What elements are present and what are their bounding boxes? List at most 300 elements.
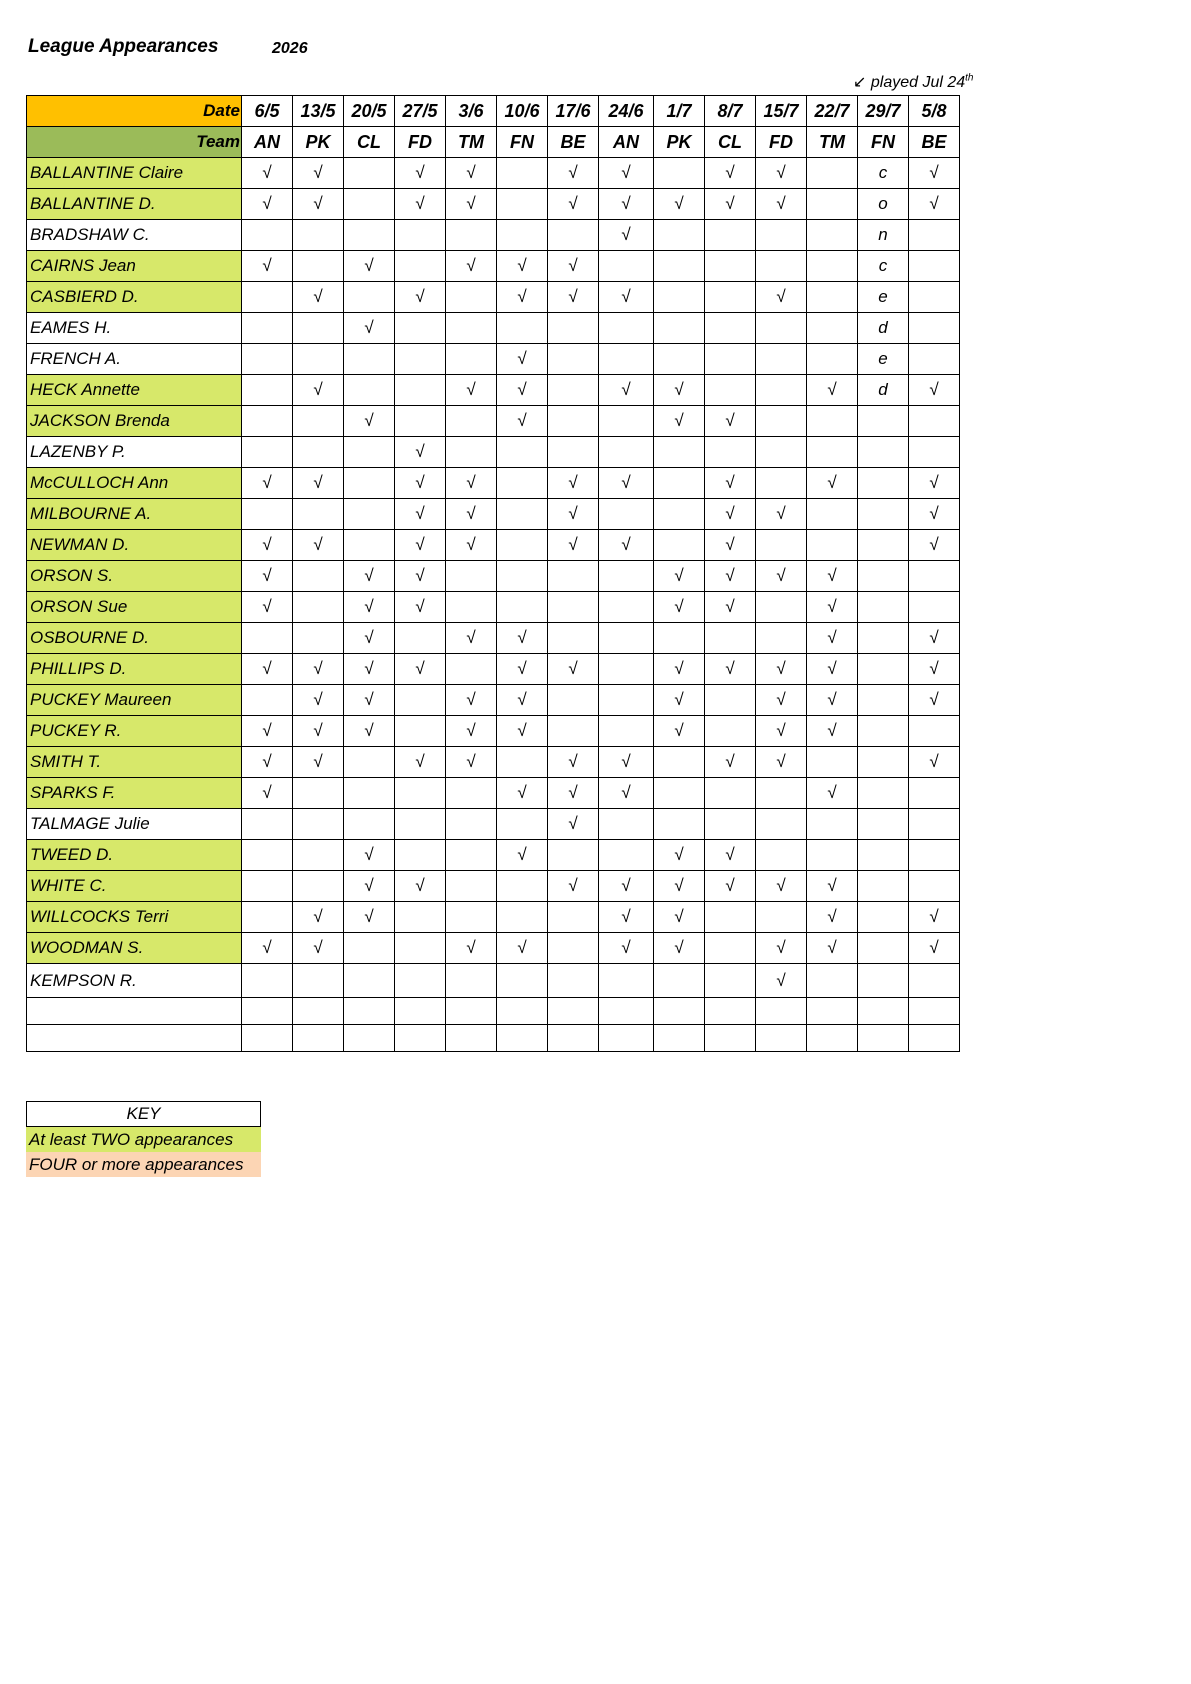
player-row xyxy=(27,406,960,437)
appearance-cell: √ xyxy=(395,530,446,561)
appearance-cell xyxy=(497,158,548,189)
blank-cell xyxy=(293,998,344,1025)
appearance-cell: √ xyxy=(654,933,705,964)
appearance-cell xyxy=(858,437,909,468)
player-name: FRENCH A. xyxy=(27,344,242,375)
appearance-cell: √ xyxy=(395,747,446,778)
date-header-cell: 24/6 xyxy=(599,96,654,127)
appearance-cell xyxy=(446,313,497,344)
appearance-cell: √ xyxy=(497,654,548,685)
appearance-cell xyxy=(654,468,705,499)
appearance-cell xyxy=(446,840,497,871)
appearance-cell xyxy=(395,344,446,375)
appearance-cell: √ xyxy=(654,840,705,871)
appearance-cell: √ xyxy=(705,561,756,592)
appearance-cell: √ xyxy=(497,778,548,809)
appearance-cell xyxy=(858,809,909,840)
appearance-cell xyxy=(293,778,344,809)
appearance-cell xyxy=(756,809,807,840)
appearance-cell xyxy=(858,747,909,778)
appearance-cell xyxy=(909,282,960,313)
appearance-cell: √ xyxy=(909,902,960,933)
appearance-cell: √ xyxy=(446,933,497,964)
appearance-cell: √ xyxy=(293,654,344,685)
appearance-cell xyxy=(858,654,909,685)
player-name: WHITE C. xyxy=(27,871,242,902)
appearance-cell: √ xyxy=(293,189,344,220)
appearance-cell: √ xyxy=(548,282,599,313)
appearance-cell: √ xyxy=(756,654,807,685)
appearance-cell xyxy=(242,623,293,654)
appearance-cell xyxy=(293,623,344,654)
appearance-cell: √ xyxy=(807,468,858,499)
appearance-cell xyxy=(705,809,756,840)
blank-cell xyxy=(705,998,756,1025)
player-name: PHILLIPS D. xyxy=(27,654,242,685)
appearance-cell xyxy=(599,623,654,654)
blank-cell xyxy=(858,998,909,1025)
appearance-cell xyxy=(599,344,654,375)
player-name: SPARKS F. xyxy=(27,778,242,809)
appearance-cell: √ xyxy=(446,499,497,530)
appearance-cell: √ xyxy=(548,158,599,189)
key-orange-entry: FOUR or more appearances xyxy=(26,1152,261,1177)
appearance-cell xyxy=(293,437,344,468)
appearance-cell xyxy=(446,654,497,685)
appearance-cell xyxy=(344,344,395,375)
appearance-cell xyxy=(909,778,960,809)
appearance-cell xyxy=(858,964,909,998)
appearance-cell xyxy=(446,344,497,375)
appearance-cell: √ xyxy=(395,592,446,623)
team-header-cell: BE xyxy=(909,127,960,158)
appearance-cell: √ xyxy=(497,685,548,716)
appearance-cell xyxy=(654,437,705,468)
appearance-cell: √ xyxy=(293,902,344,933)
appearance-cell xyxy=(756,406,807,437)
appearance-cell xyxy=(242,437,293,468)
appearance-cell: √ xyxy=(242,530,293,561)
appearance-cell: √ xyxy=(344,592,395,623)
date-header-cell: 6/5 xyxy=(242,96,293,127)
appearance-cell xyxy=(395,623,446,654)
appearance-cell: √ xyxy=(497,933,548,964)
blank-cell xyxy=(293,1025,344,1052)
date-header-cell: 10/6 xyxy=(497,96,548,127)
team-header-cell: TM xyxy=(446,127,497,158)
appearance-cell xyxy=(344,778,395,809)
appearance-cell: √ xyxy=(807,933,858,964)
appearance-cell xyxy=(344,375,395,406)
appearance-cell xyxy=(599,654,654,685)
appearance-cell: √ xyxy=(497,716,548,747)
appearance-cell: √ xyxy=(293,468,344,499)
appearance-cell xyxy=(599,313,654,344)
player-row xyxy=(27,189,960,220)
appearance-cell: √ xyxy=(242,468,293,499)
player-row xyxy=(27,344,960,375)
appearance-cell: √ xyxy=(446,747,497,778)
played-note-sup: th xyxy=(965,72,974,84)
appearance-cell: e xyxy=(858,282,909,313)
appearance-cell xyxy=(705,251,756,282)
appearance-cell xyxy=(293,561,344,592)
blank-cell xyxy=(858,1025,909,1052)
appearance-cell: √ xyxy=(446,685,497,716)
appearance-cell xyxy=(293,220,344,251)
appearance-cell xyxy=(705,437,756,468)
team-header-cell: FN xyxy=(858,127,909,158)
player-row xyxy=(27,561,960,592)
appearance-cell: √ xyxy=(807,902,858,933)
blank-cell xyxy=(599,998,654,1025)
appearance-cell xyxy=(395,251,446,282)
appearance-cell xyxy=(395,933,446,964)
appearance-cell xyxy=(909,592,960,623)
appearance-cell xyxy=(858,468,909,499)
appearance-cell xyxy=(654,623,705,654)
appearance-cell: √ xyxy=(395,437,446,468)
appearance-cell xyxy=(293,499,344,530)
appearance-cell xyxy=(242,685,293,716)
appearance-cell: √ xyxy=(446,623,497,654)
appearance-cell xyxy=(395,716,446,747)
appearance-cell: √ xyxy=(599,220,654,251)
blank-cell xyxy=(497,998,548,1025)
appearance-cell: √ xyxy=(807,654,858,685)
appearance-cell: √ xyxy=(497,406,548,437)
appearance-cell xyxy=(858,778,909,809)
appearance-cell: √ xyxy=(909,189,960,220)
appearance-cell xyxy=(497,592,548,623)
player-row xyxy=(27,685,960,716)
appearance-cell: n xyxy=(858,220,909,251)
appearance-cell: √ xyxy=(705,468,756,499)
appearance-cell xyxy=(395,809,446,840)
player-row xyxy=(27,809,960,840)
appearance-cell xyxy=(599,561,654,592)
appearance-cell: √ xyxy=(756,933,807,964)
appearance-cell xyxy=(705,375,756,406)
appearance-cell xyxy=(242,499,293,530)
appearance-cell: √ xyxy=(909,530,960,561)
player-name: KEMPSON R. xyxy=(27,964,242,998)
appearance-cell: √ xyxy=(756,499,807,530)
appearance-cell xyxy=(395,902,446,933)
player-name: BRADSHAW C. xyxy=(27,220,242,251)
appearance-cell xyxy=(599,251,654,282)
appearance-cell: √ xyxy=(756,964,807,998)
team-label: Team xyxy=(27,127,242,158)
appearance-cell xyxy=(548,840,599,871)
appearance-cell: √ xyxy=(909,375,960,406)
appearance-cell xyxy=(807,313,858,344)
appearance-cell xyxy=(344,964,395,998)
appearance-cell xyxy=(242,871,293,902)
appearance-cell xyxy=(807,344,858,375)
appearance-cell xyxy=(654,282,705,313)
appearance-cell xyxy=(909,251,960,282)
appearance-cell xyxy=(293,592,344,623)
player-row xyxy=(27,592,960,623)
appearance-cell: √ xyxy=(705,840,756,871)
appearance-cell xyxy=(497,220,548,251)
appearance-cell xyxy=(395,220,446,251)
appearance-cell: √ xyxy=(293,716,344,747)
appearance-cell xyxy=(858,561,909,592)
blank-cell xyxy=(497,1025,548,1052)
appearance-cell xyxy=(293,406,344,437)
player-name: ORSON Sue xyxy=(27,592,242,623)
appearance-cell xyxy=(909,871,960,902)
appearance-cell xyxy=(705,220,756,251)
appearance-cell xyxy=(548,344,599,375)
appearance-cell xyxy=(446,220,497,251)
appearance-cell xyxy=(548,685,599,716)
appearance-cell xyxy=(756,592,807,623)
appearance-cell: √ xyxy=(242,933,293,964)
appearance-cell xyxy=(344,747,395,778)
appearance-cell xyxy=(909,406,960,437)
appearance-cell: c xyxy=(858,158,909,189)
appearance-cell xyxy=(807,282,858,313)
appearance-cell: √ xyxy=(548,468,599,499)
appearance-cell xyxy=(548,964,599,998)
appearance-cell xyxy=(293,840,344,871)
appearance-cell xyxy=(858,499,909,530)
played-note-text: played Jul 24 xyxy=(870,74,966,91)
appearance-cell: √ xyxy=(705,871,756,902)
player-row xyxy=(27,623,960,654)
player-name: BALLANTINE D. xyxy=(27,189,242,220)
player-row xyxy=(27,158,960,189)
appearance-cell: √ xyxy=(705,747,756,778)
appearance-cell xyxy=(654,251,705,282)
appearance-cell xyxy=(395,375,446,406)
appearance-cell: √ xyxy=(599,871,654,902)
blank-cell xyxy=(807,998,858,1025)
appearance-cell xyxy=(446,437,497,468)
appearance-cell: √ xyxy=(705,189,756,220)
appearance-cell xyxy=(344,158,395,189)
blank-cell xyxy=(548,998,599,1025)
appearance-cell: √ xyxy=(756,716,807,747)
appearance-cell xyxy=(654,964,705,998)
appearance-cell xyxy=(548,561,599,592)
appearance-cell: √ xyxy=(909,499,960,530)
appearance-cell xyxy=(909,437,960,468)
date-header-cell: 5/8 xyxy=(909,96,960,127)
appearance-cell xyxy=(599,499,654,530)
blank-cell xyxy=(344,998,395,1025)
appearance-cell xyxy=(807,406,858,437)
appearance-cell xyxy=(548,313,599,344)
appearance-cell xyxy=(654,499,705,530)
appearance-cell xyxy=(344,220,395,251)
appearance-cell: √ xyxy=(395,654,446,685)
appearance-cell: √ xyxy=(395,158,446,189)
appearance-cell: √ xyxy=(807,685,858,716)
appearance-cell: √ xyxy=(756,747,807,778)
player-name: SMITH T. xyxy=(27,747,242,778)
played-note xyxy=(853,72,974,92)
appearance-cell xyxy=(807,251,858,282)
team-header-cell: FD xyxy=(395,127,446,158)
appearance-cell: √ xyxy=(395,282,446,313)
team-header-cell: PK xyxy=(293,127,344,158)
player-name: ORSON S. xyxy=(27,561,242,592)
team-header-cell: AN xyxy=(599,127,654,158)
appearance-cell: √ xyxy=(756,282,807,313)
appearance-cell xyxy=(756,468,807,499)
appearance-cell xyxy=(909,313,960,344)
appearance-cell: √ xyxy=(242,561,293,592)
appearance-cell: √ xyxy=(293,933,344,964)
appearance-cell: √ xyxy=(344,313,395,344)
appearance-cell: √ xyxy=(807,871,858,902)
appearance-cell xyxy=(654,530,705,561)
appearance-cell xyxy=(548,623,599,654)
player-name: MILBOURNE A. xyxy=(27,499,242,530)
appearance-cell xyxy=(599,406,654,437)
appearance-cell: √ xyxy=(909,468,960,499)
appearances-table xyxy=(26,95,960,1052)
team-header-cell: CL xyxy=(705,127,756,158)
player-row xyxy=(27,282,960,313)
player-row xyxy=(27,902,960,933)
appearance-cell: √ xyxy=(497,623,548,654)
team-header-row xyxy=(27,127,960,158)
appearance-cell: √ xyxy=(344,840,395,871)
appearance-cell xyxy=(293,871,344,902)
appearance-cell xyxy=(242,840,293,871)
appearance-cell xyxy=(548,406,599,437)
appearance-cell xyxy=(756,437,807,468)
appearance-cell: √ xyxy=(548,654,599,685)
appearance-cell: √ xyxy=(909,623,960,654)
appearance-cell xyxy=(705,623,756,654)
appearance-cell: √ xyxy=(756,189,807,220)
appearance-cell xyxy=(654,344,705,375)
appearance-cell: √ xyxy=(395,499,446,530)
appearance-cell xyxy=(756,220,807,251)
team-header-cell: PK xyxy=(654,127,705,158)
appearance-cell: √ xyxy=(599,189,654,220)
appearance-cell: √ xyxy=(756,685,807,716)
appearance-cell xyxy=(242,313,293,344)
appearance-cell xyxy=(242,964,293,998)
appearance-cell: √ xyxy=(705,158,756,189)
appearance-cell: √ xyxy=(548,778,599,809)
appearance-cell xyxy=(756,344,807,375)
appearance-cell: √ xyxy=(344,561,395,592)
appearance-cell xyxy=(344,809,395,840)
appearance-cell xyxy=(395,840,446,871)
appearance-cell: d xyxy=(858,313,909,344)
team-header-cell: AN xyxy=(242,127,293,158)
player-name: JACKSON Brenda xyxy=(27,406,242,437)
appearance-cell: √ xyxy=(599,468,654,499)
appearance-cell xyxy=(909,561,960,592)
appearance-cell: √ xyxy=(599,747,654,778)
player-row xyxy=(27,840,960,871)
player-row xyxy=(27,747,960,778)
appearance-cell: √ xyxy=(807,561,858,592)
appearance-cell xyxy=(446,778,497,809)
appearance-cell xyxy=(293,251,344,282)
appearance-cell: e xyxy=(858,344,909,375)
appearance-cell xyxy=(599,809,654,840)
date-header-cell: 3/6 xyxy=(446,96,497,127)
appearance-cell xyxy=(909,716,960,747)
appearance-cell: √ xyxy=(654,654,705,685)
appearance-cell xyxy=(293,809,344,840)
appearance-cell xyxy=(497,561,548,592)
appearance-cell: √ xyxy=(497,375,548,406)
appearance-cell: √ xyxy=(548,530,599,561)
player-row xyxy=(27,375,960,406)
blank-cell xyxy=(242,1025,293,1052)
date-header-cell: 29/7 xyxy=(858,96,909,127)
appearance-cell: √ xyxy=(395,561,446,592)
appearance-cell: √ xyxy=(344,902,395,933)
team-header-cell: TM xyxy=(807,127,858,158)
player-row xyxy=(27,871,960,902)
appearance-cell xyxy=(705,313,756,344)
player-name: TALMAGE Julie xyxy=(27,809,242,840)
appearance-cell xyxy=(395,313,446,344)
player-row xyxy=(27,530,960,561)
appearance-cell: √ xyxy=(909,654,960,685)
appearance-cell xyxy=(807,437,858,468)
appearance-cell xyxy=(756,530,807,561)
appearance-cell: o xyxy=(858,189,909,220)
blank-cell xyxy=(909,1025,960,1052)
appearance-cell: √ xyxy=(599,902,654,933)
date-label: Date xyxy=(27,96,242,127)
appearance-cell xyxy=(756,778,807,809)
appearance-cell xyxy=(705,778,756,809)
appearance-cell xyxy=(395,406,446,437)
appearance-cell: √ xyxy=(293,282,344,313)
appearance-cell xyxy=(756,375,807,406)
appearance-cell xyxy=(344,499,395,530)
player-name: WILLCOCKS Terri xyxy=(27,902,242,933)
player-name: OSBOURNE D. xyxy=(27,623,242,654)
blank-row xyxy=(27,1025,960,1052)
appearance-cell xyxy=(909,220,960,251)
appearance-cell xyxy=(858,933,909,964)
appearance-cell xyxy=(807,964,858,998)
player-name: LAZENBY P. xyxy=(27,437,242,468)
player-row xyxy=(27,468,960,499)
appearance-cell: √ xyxy=(446,468,497,499)
appearance-cell xyxy=(497,530,548,561)
appearance-cell xyxy=(242,406,293,437)
appearance-cell xyxy=(242,902,293,933)
appearance-cell xyxy=(654,809,705,840)
appearance-cell: √ xyxy=(909,685,960,716)
appearance-cell xyxy=(599,437,654,468)
appearance-cell: √ xyxy=(242,747,293,778)
appearance-cell: √ xyxy=(293,747,344,778)
player-row xyxy=(27,654,960,685)
appearance-cell: √ xyxy=(395,189,446,220)
player-row xyxy=(27,437,960,468)
appearance-cell: √ xyxy=(599,158,654,189)
appearance-cell xyxy=(446,871,497,902)
appearance-cell: √ xyxy=(654,189,705,220)
